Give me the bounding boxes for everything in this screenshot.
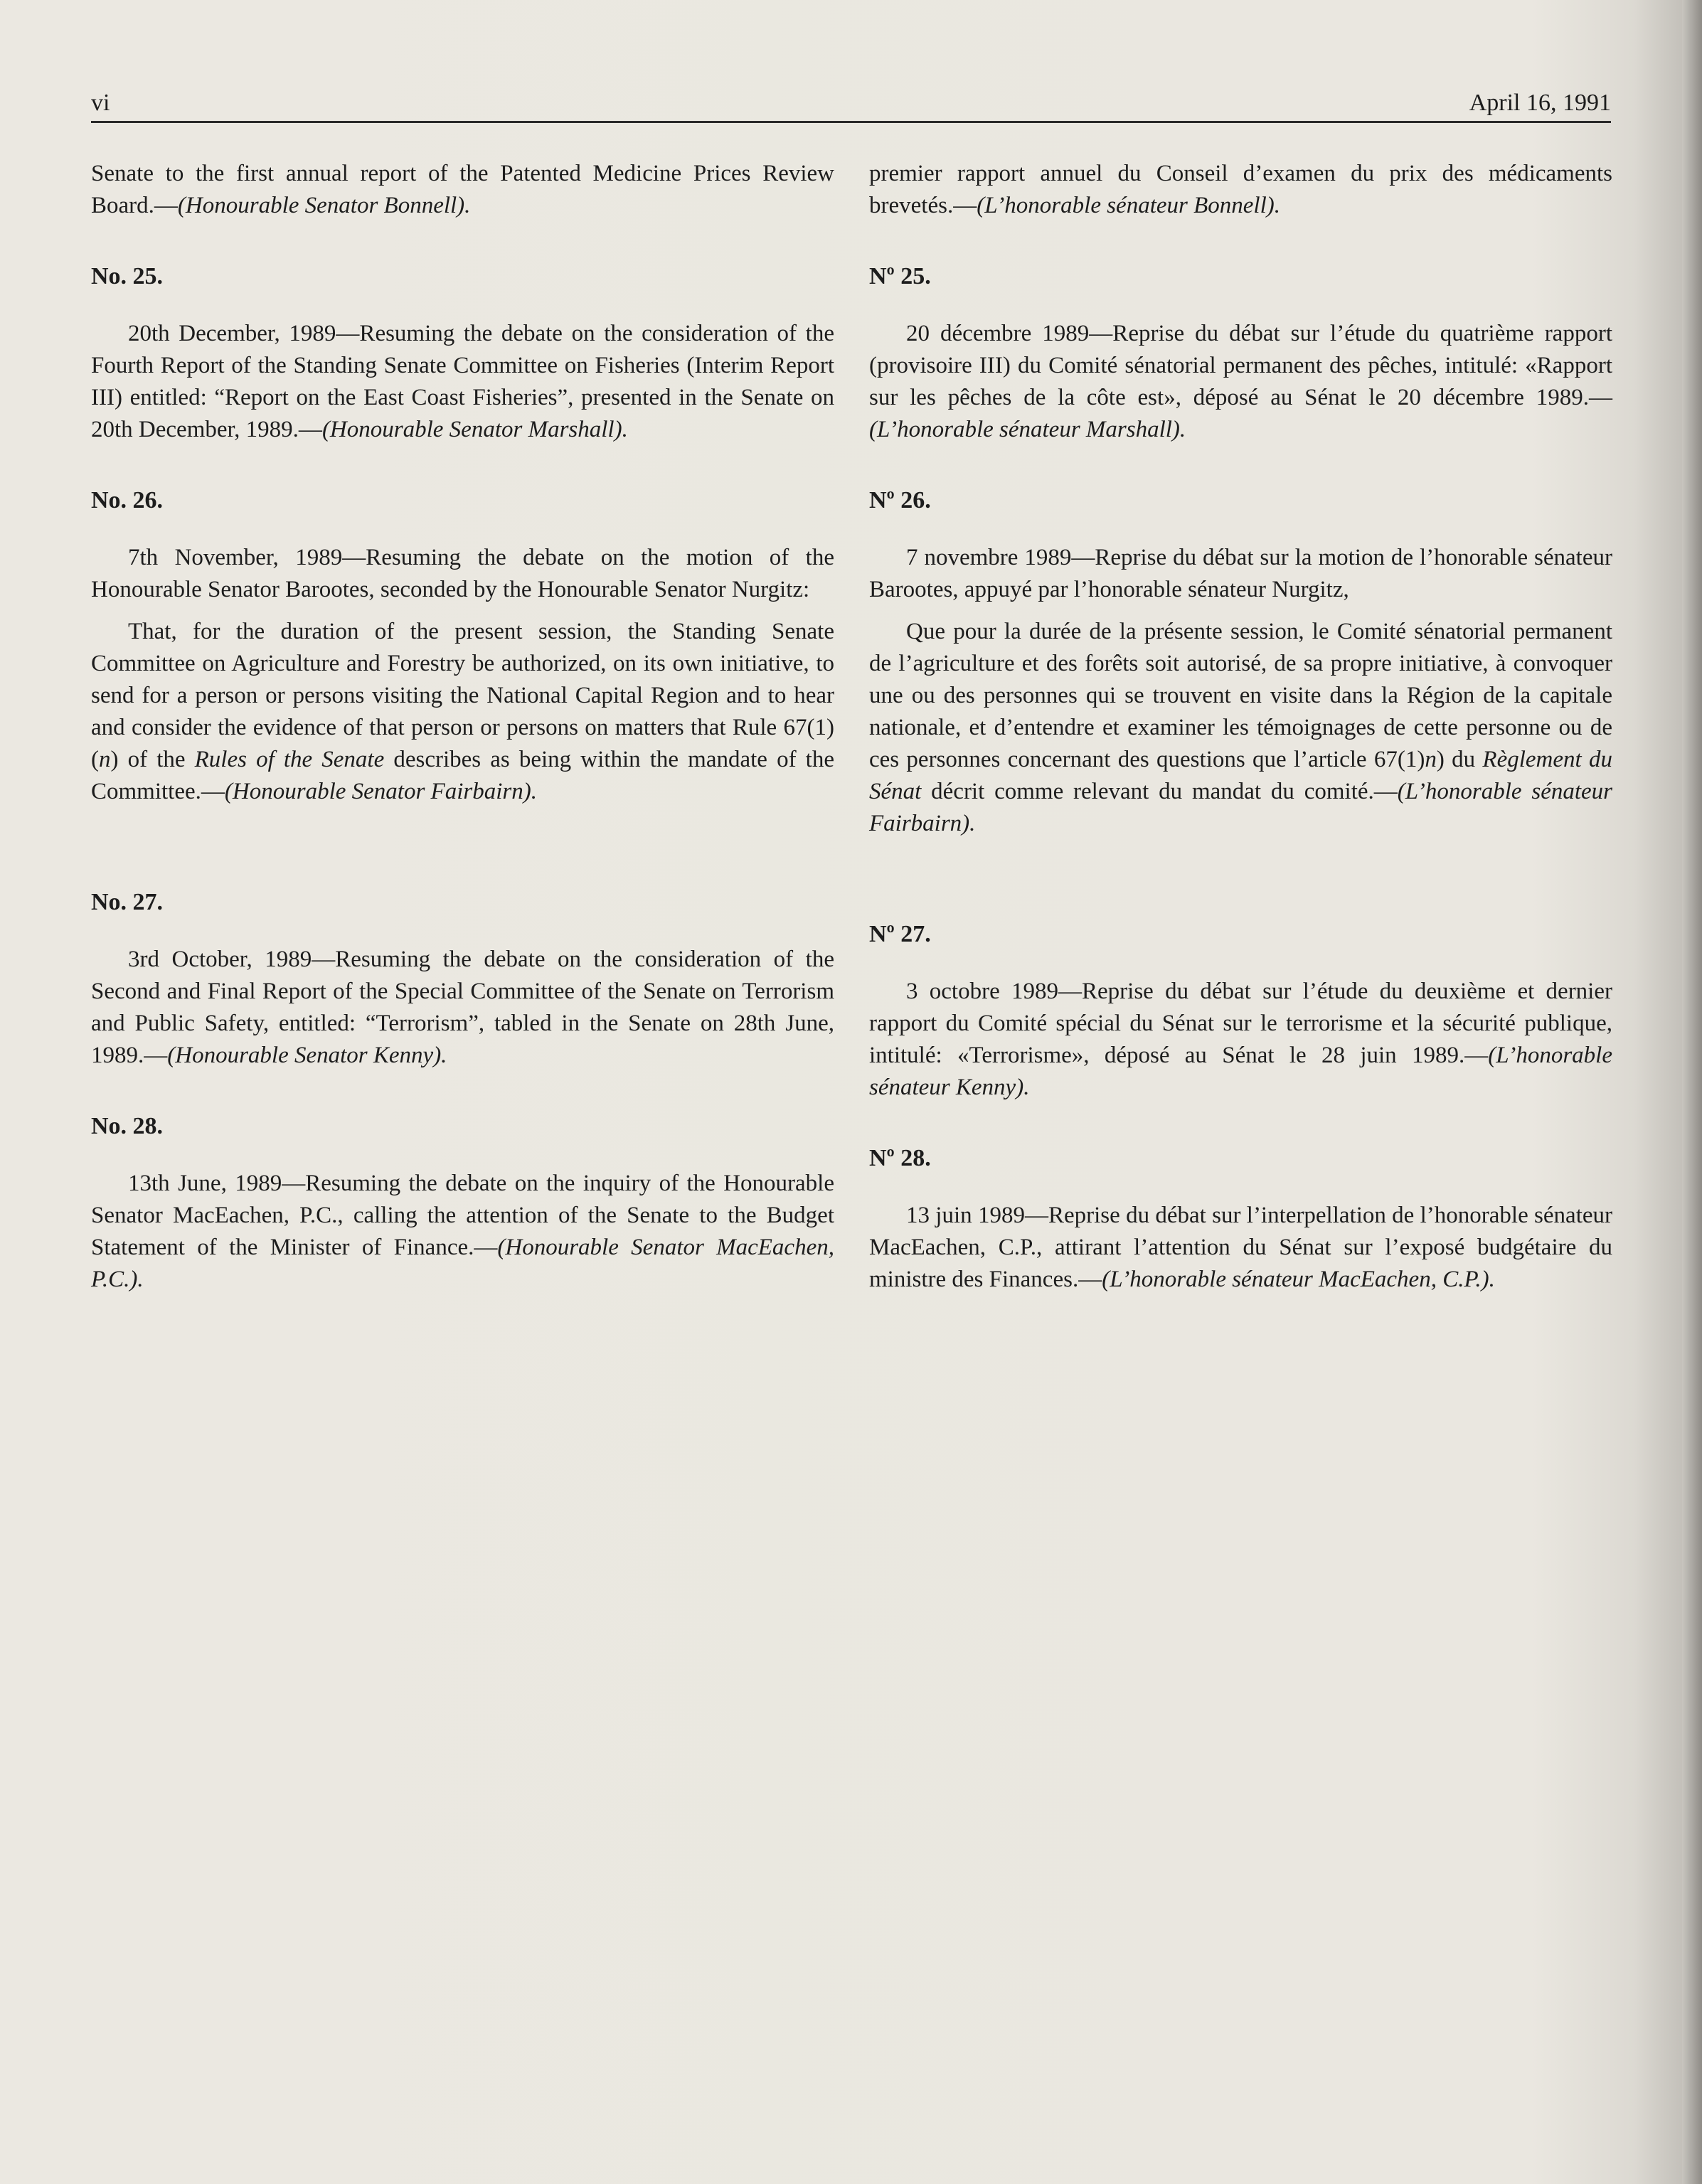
- english-column: [91, 158, 834, 1296]
- motion-paragraph: That, for the duration of the present session, the Standing Senate Committee on Agriculture and Forestry be authorized, on its own initiative, to send for a person or persons visiting the National Capital Region and to hear and consider the evidence of that person or persons on matters that Rule 67(1)(n) of the Rules of the Senate describes as being within the mandate of the Committee.—(Honourable Senator Fairbairn).: [91, 619, 834, 804]
- item-number: Nº 28.: [869, 1145, 931, 1171]
- item-number: No. 25.: [91, 263, 164, 289]
- attribution: (Honourable Senator Bonnell).: [177, 193, 471, 218]
- item-paragraph: 13th June, 1989—Resuming the debate on the inquiry of the Honourable Senator MacEachen, P.C., calling the attention of the Senate to the Budget Statement of the Minister of Finance.—(Honourable Senator MacEachen, P.C.).: [91, 1171, 834, 1292]
- motion-paragraph: Que pour la durée de la présente session, le Comité sénatorial permanent de l’agriculture et des forêts soit autorisé, de sa propre initiative, à convoquer une ou des personnes qui se trouvent en visite dans la Région de la capitale nationale, et d’entendre et examiner les témoignages de cette personne ou de ces personnes concernant des questions que l’article 67(1)n) du Règlement du Sénat décrit comme relevant du mandat du comité.—(L’honorable sénateur Fairbairn).: [869, 619, 1612, 836]
- french-column: [869, 158, 1612, 1296]
- item-paragraph: 13 juin 1989—Reprise du débat sur l’interpellation de l’honorable sénateur MacEachen, C.P., attirant l’attention du Sénat sur l’exposé budgétaire du ministre des Finances.—(L’honorable sénateur MacEachen, C.P.).: [869, 1203, 1612, 1292]
- item-number: Nº 25.: [869, 263, 931, 289]
- page-edge-shadow: [1682, 0, 1702, 2184]
- item-paragraph: 7 novembre 1989—Reprise du débat sur la motion de l’honorable sénateur Barootes, appuyé par l’honorable sénateur Nurgitz,: [869, 545, 1612, 602]
- item-number: No. 26.: [91, 487, 164, 513]
- attribution: (L’honorable sénateur Kenny).: [869, 1043, 1612, 1100]
- attribution: (Honourable Senator MacEachen, P.C.).: [91, 1235, 834, 1292]
- attribution: (L’honorable sénateur Fairbairn).: [869, 779, 1612, 836]
- item-paragraph: 3 octobre 1989—Reprise du débat sur l’étude du deuxième et dernier rapport du Comité spécial du Sénat sur le terrorisme et la sécurité publique, intitulé: «Terrorisme», déposé au Sénat le 28 juin 1989.—(L’honorable sénateur Kenny).: [869, 979, 1612, 1100]
- item-number: Nº 27.: [869, 921, 931, 947]
- attribution: (Honourable Senator Kenny).: [167, 1043, 447, 1068]
- attribution: (L’honorable sénateur MacEachen, C.P.).: [1102, 1267, 1495, 1292]
- page-header: [91, 84, 1611, 123]
- intro-paragraph: premier rapport annuel du Conseil d’examen du prix des médicaments brevetés.—(L’honorable sénateur Bonnell).: [869, 161, 1612, 218]
- item-paragraph: 7th November, 1989—Resuming the debate on the motion of the Honourable Senator Barootes, seconded by the Honourable Senator Nurgitz:: [91, 545, 834, 602]
- attribution: (L’honorable sénateur Marshall).: [869, 417, 1186, 442]
- header-date: April 16, 1991: [1469, 90, 1611, 116]
- item-number: No. 28.: [91, 1113, 164, 1139]
- item-paragraph: 3rd October, 1989—Resuming the debate on the consideration of the Second and Final Report of the Special Committee of the Senate on Terrorism and Public Safety, entitled: “Terrorism”, tabled in the Senate on 28th June, 1989.—(Honourable Senator Kenny).: [91, 947, 834, 1068]
- item-number: No. 27.: [91, 889, 164, 915]
- attribution: (L’honorable sénateur Bonnell).: [977, 193, 1280, 218]
- attribution: (Honourable Senator Fairbairn).: [224, 779, 537, 804]
- page-folio: vi: [91, 90, 110, 116]
- item-paragraph: 20 décembre 1989—Reprise du débat sur l’étude du quatrième rapport (provisoire III) du Comité sénatorial permanent des pêches, intitulé: «Rapport sur les pêches de la côte est», déposé au Sénat le 20 décembre 1989.—(L’honorable sénateur Marshall).: [869, 321, 1612, 442]
- item-number: Nº 26.: [869, 487, 931, 513]
- attribution: (Honourable Senator Marshall).: [321, 417, 628, 442]
- item-paragraph: 20th December, 1989—Resuming the debate on the consideration of the Fourth Report of the Standing Senate Committee on Fisheries (Interim Report III) entitled: “Report on the East Coast Fisheries”, presented in the Senate on 20th December, 1989.—(Honourable Senator Marshall).: [91, 321, 834, 442]
- intro-paragraph: Senate to the first annual report of the Patented Medicine Prices Review Board.—(Honourable Senator Bonnell).: [91, 161, 834, 218]
